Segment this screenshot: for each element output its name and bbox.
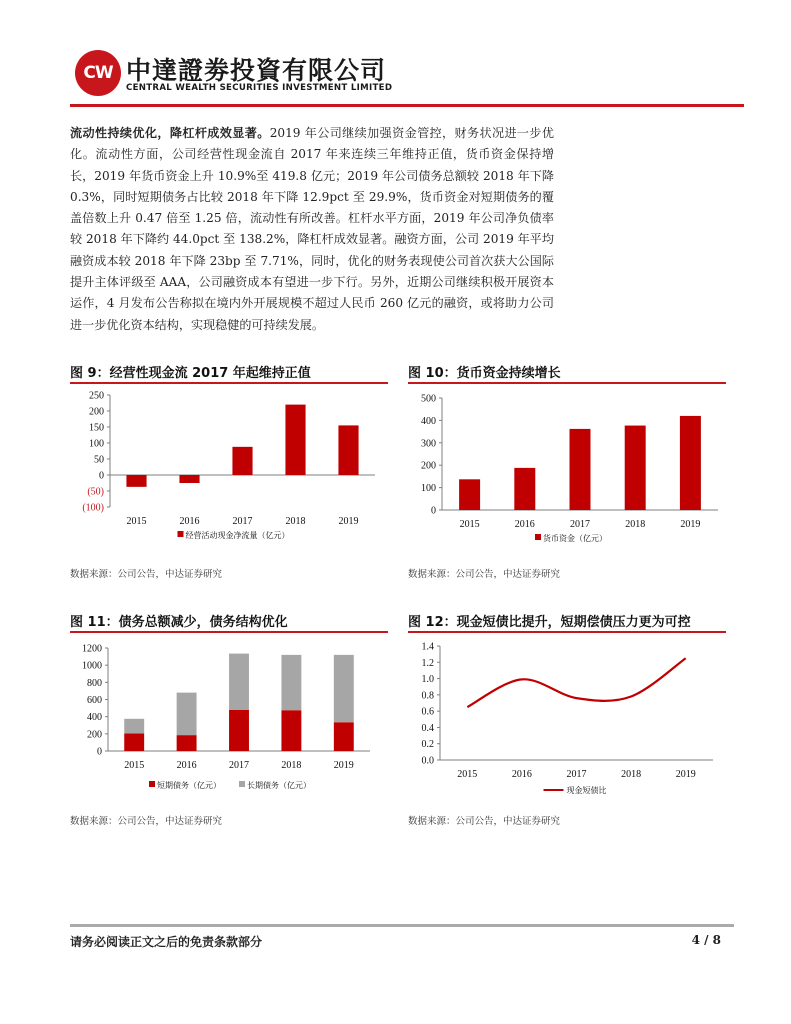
x-tick-label: 2018 [281, 760, 302, 771]
bar [126, 475, 146, 487]
x-tick-label: 2016 [179, 516, 200, 527]
x-tick-label: 2019 [333, 760, 354, 771]
fig11-chart [70, 634, 388, 804]
y-tick-label: 0 [431, 505, 436, 517]
legend-label: 短期债务（亿元） [157, 781, 221, 790]
bar [281, 710, 301, 751]
fig12-chart [408, 634, 726, 804]
paragraph-lead: 流动性持续优化，降杠杆成效显著。 [70, 126, 270, 140]
bar [124, 719, 144, 734]
x-tick-label: 2017 [566, 769, 587, 780]
footer-disclaimer: 请务必阅读正文之后的免责条款部分 [70, 935, 263, 949]
bar [124, 733, 144, 751]
y-tick-label: 400 [421, 415, 436, 427]
y-tick-label: 200 [87, 729, 102, 741]
x-tick-label: 2018 [621, 769, 642, 780]
y-tick-label: 0.6 [421, 706, 434, 718]
fig10-source: 数据来源：公司公告，中达证券研究 [408, 569, 561, 580]
fig10-divider [408, 382, 726, 384]
fig10-title: 图 10：货币资金持续增长 [408, 366, 561, 381]
y-tick-label: (50) [87, 486, 104, 498]
company-name-cn: 中達證劵投資有限公司 [126, 56, 387, 85]
bar [334, 722, 354, 751]
company-logo: CW [75, 50, 121, 96]
bar [680, 416, 701, 510]
x-tick-label: 2015 [459, 519, 480, 530]
bar [625, 426, 646, 510]
fig10-svg [408, 385, 726, 555]
legend-label: 货币资金（亿元） [543, 534, 607, 543]
y-tick-label: (100) [82, 502, 104, 514]
fig11-svg [70, 634, 388, 804]
bar [285, 405, 305, 475]
y-tick-label: 0.2 [421, 739, 434, 751]
bar [177, 693, 197, 735]
x-tick-label: 2017 [229, 760, 249, 771]
y-tick-label: 0.4 [421, 722, 434, 734]
x-tick-label: 2015 [124, 760, 145, 771]
fig9-chart [70, 385, 388, 555]
fig12-title: 图 12：现金短债比提升，短期偿债压力更为可控 [408, 615, 691, 630]
bar [338, 425, 358, 475]
paragraph-text: 2019 年公司继续加强资金管控，财务状况进一步优化。流动性方面，公司经营性现金流自 2017 年来连续三年维持正值，货币资金保持增长，2019 年货币资金上升 10.9%至 419.8 亿元；2019 年公司债务总额较 2018 年下降 0.3%，同时短期债务占比较 2018 年下降 12.9pct 至 29.9%，货币资金对短期债务的覆盖倍数上升 0.47 倍至 1.25 倍，流动性有所改善。杠杆水平方面，2019 年公司净负债率较 2018 年下降约 44.0pct 至 138.2%，降杠杆成效显著。融资方面，公司 2019 年平均融资成本较 2018 年下降 23bp 至 7.71%，同时，优化的财务表现使公司首次获大公国际提升主体评级至 AAA，公司融资成本有望进一步下行。另外，近期公司继续积极开展资本运作，4 月发布公告称拟在境内外开展规模不超过人民币 260 亿元的融资，或将助力公司进一步优化资本结构，实现稳健的可持续发展。 [70, 126, 554, 332]
bar [570, 429, 591, 510]
x-tick-label: 2016 [176, 760, 197, 771]
x-tick-label: 2016 [514, 519, 535, 530]
y-tick-label: 1.2 [421, 657, 434, 669]
bar [281, 655, 301, 710]
bar [229, 710, 249, 751]
x-tick-label: 2018 [285, 516, 306, 527]
header-divider [70, 104, 744, 107]
bar [177, 735, 197, 751]
y-tick-label: 100 [89, 438, 104, 450]
bar [334, 655, 354, 722]
bar [514, 468, 535, 510]
x-tick-label: 2016 [511, 769, 532, 780]
page-number: 4 / 8 [691, 933, 721, 947]
x-tick-label: 2019 [338, 516, 359, 527]
y-tick-label: 300 [421, 438, 436, 450]
fig9-svg [70, 385, 388, 555]
legend-label: 现金短债比 [566, 786, 607, 795]
y-tick-label: 0.8 [421, 690, 434, 702]
y-tick-label: 100 [421, 483, 436, 495]
company-name-en: CENTRAL WEALTH SECURITIES INVESTMENT LIMITED [126, 83, 393, 93]
legend-swatch [239, 781, 245, 787]
series-line [467, 658, 685, 707]
y-tick-label: 0 [97, 746, 102, 758]
fig9-source: 数据来源：公司公告，中达证券研究 [70, 569, 223, 580]
y-tick-label: 200 [89, 406, 104, 418]
legend-swatch [535, 534, 541, 540]
x-tick-label: 2019 [680, 519, 701, 530]
report-header [0, 0, 791, 110]
y-tick-label: 500 [421, 393, 436, 405]
fig12-svg [408, 634, 726, 804]
y-tick-label: 1.4 [421, 641, 434, 653]
legend-swatch [178, 531, 184, 537]
x-tick-label: 2015 [126, 516, 147, 527]
y-tick-label: 150 [89, 422, 104, 434]
bar [179, 475, 199, 483]
fig12-divider [408, 631, 726, 633]
y-tick-label: 1.0 [421, 674, 434, 686]
fig11-title: 图 11：债务总额减少，债务结构优化 [70, 615, 288, 630]
y-tick-label: 1000 [82, 660, 102, 672]
legend-swatch [149, 781, 155, 787]
y-tick-label: 50 [94, 454, 104, 466]
y-tick-label: 0 [99, 470, 104, 482]
fig11-source: 数据来源：公司公告，中达证券研究 [70, 816, 223, 827]
x-tick-label: 2017 [232, 516, 253, 527]
y-tick-label: 0.0 [421, 755, 434, 767]
y-tick-label: 200 [421, 460, 436, 472]
legend-label: 经营活动现金净流量（亿元） [185, 531, 290, 540]
y-tick-label: 1200 [82, 643, 102, 655]
x-tick-label: 2019 [675, 769, 696, 780]
fig10-chart [408, 385, 726, 555]
y-tick-label: 800 [87, 677, 102, 689]
y-tick-label: 400 [87, 712, 102, 724]
x-tick-label: 2018 [625, 519, 646, 530]
y-tick-label: 250 [89, 390, 104, 402]
fig9-title: 图 9：经营性现金流 2017 年起维持正值 [70, 366, 311, 381]
bar [229, 654, 249, 710]
bar [459, 479, 480, 510]
fig11-divider [70, 631, 388, 633]
footer-divider [70, 924, 734, 927]
bar [232, 447, 252, 475]
body-paragraph [70, 123, 554, 336]
y-tick-label: 600 [87, 695, 102, 706]
fig9-divider [70, 382, 388, 384]
x-tick-label: 2017 [570, 519, 590, 530]
legend-label: 长期债务（亿元） [247, 781, 311, 790]
x-tick-label: 2015 [457, 769, 478, 780]
fig12-source: 数据来源：公司公告，中达证券研究 [408, 816, 561, 827]
